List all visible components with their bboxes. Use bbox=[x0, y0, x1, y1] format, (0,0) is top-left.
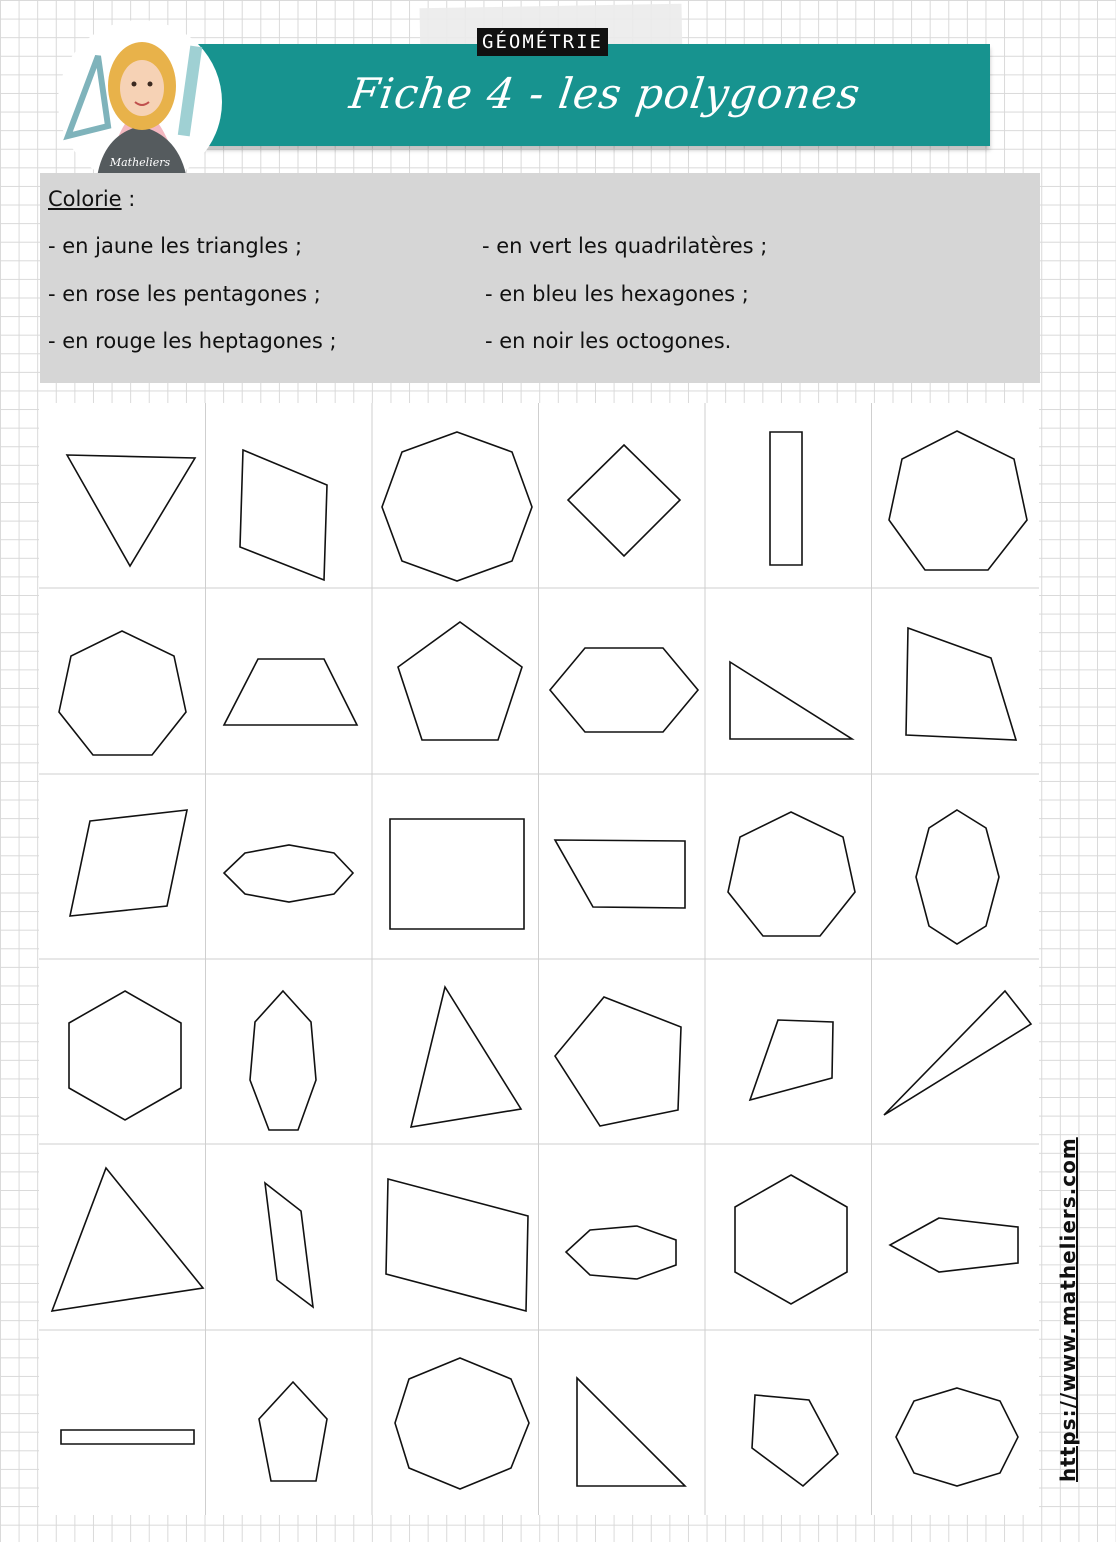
shape-r1-c3-octagon[interactable] bbox=[382, 432, 532, 581]
shape-r3-c3-square[interactable] bbox=[390, 819, 524, 929]
shape-r6-c3-octagon[interactable] bbox=[395, 1358, 529, 1489]
instruction-heptagons: - en rouge les heptagones ; bbox=[48, 329, 337, 353]
instruction-octagons: - en noir les octogones. bbox=[485, 329, 732, 353]
shape-r4-c3-triangle[interactable] bbox=[411, 987, 521, 1127]
shape-r2-c5-triangle[interactable] bbox=[730, 662, 852, 739]
shape-r4-c4-pentagon[interactable] bbox=[555, 997, 681, 1126]
shape-r1-c6-heptagon[interactable] bbox=[889, 431, 1027, 570]
instructions-heading: Colorie : bbox=[48, 187, 136, 211]
shape-r5-c2-parallelogram[interactable] bbox=[265, 1183, 313, 1307]
avatar-shirt-text: Matheliers bbox=[109, 156, 171, 169]
grid-lines bbox=[39, 403, 1039, 1515]
shape-r5-c3-quadrilateral[interactable] bbox=[386, 1179, 528, 1311]
shape-r3-c1-parallelogram[interactable] bbox=[70, 810, 187, 916]
instruction-hexagons: - en bleu les hexagones ; bbox=[485, 282, 749, 306]
teacher-avatar bbox=[48, 16, 224, 186]
shape-r4-c2-hexagon[interactable] bbox=[250, 991, 316, 1130]
shape-r4-c6-triangle[interactable] bbox=[884, 991, 1031, 1115]
instructions-box bbox=[40, 173, 1040, 383]
shape-r5-c5-hexagon[interactable] bbox=[735, 1175, 847, 1304]
shape-r1-c4-square[interactable] bbox=[568, 445, 680, 556]
page-title: Fiche 4 - les polygones bbox=[346, 69, 864, 118]
shape-r2-c6-quadrilateral[interactable] bbox=[906, 628, 1016, 740]
shape-r2-c3-pentagon[interactable] bbox=[398, 622, 522, 740]
shape-r1-c2-quadrilateral[interactable] bbox=[240, 450, 327, 580]
shape-r2-c2-trapezoid[interactable] bbox=[224, 659, 357, 725]
shape-r2-c4-hexagon[interactable] bbox=[550, 648, 698, 732]
shape-r6-c4-triangle[interactable] bbox=[577, 1378, 685, 1486]
subject-tag: GÉOMÉTRIE bbox=[477, 28, 608, 56]
instruction-triangles: - en jaune les triangles ; bbox=[48, 234, 303, 258]
shape-r5-c4-hexagon[interactable] bbox=[566, 1226, 676, 1279]
shape-r6-c5-pentagon[interactable] bbox=[752, 1395, 838, 1486]
shape-r4-c1-hexagon[interactable] bbox=[69, 991, 181, 1120]
shape-r1-c1-triangle[interactable] bbox=[67, 455, 195, 566]
shape-r5-c6-pentagon[interactable] bbox=[890, 1218, 1018, 1272]
shape-r5-c1-triangle[interactable] bbox=[52, 1168, 203, 1311]
instruction-pentagons: - en rose les pentagones ; bbox=[48, 282, 321, 306]
shape-r4-c5-quadrilateral[interactable] bbox=[750, 1020, 833, 1100]
shape-r3-c6-octagon[interactable] bbox=[916, 810, 999, 944]
polygon-grid-canvas bbox=[39, 403, 1039, 1515]
shape-r3-c2-octagon[interactable] bbox=[224, 845, 353, 902]
shape-r6-c2-pentagon[interactable] bbox=[259, 1382, 327, 1481]
shape-r1-c5-rectangle[interactable] bbox=[770, 432, 802, 565]
website-url[interactable]: https://www.matheliers.com bbox=[1056, 1137, 1080, 1482]
shape-r2-c1-heptagon[interactable] bbox=[59, 631, 186, 755]
polygon-grid bbox=[39, 403, 1039, 1515]
instruction-quadrilaterals: - en vert les quadrilatères ; bbox=[482, 234, 768, 258]
shape-r3-c5-heptagon[interactable] bbox=[728, 812, 855, 936]
shape-r3-c4-trapezoid[interactable] bbox=[555, 840, 685, 908]
shape-r6-c6-octagon[interactable] bbox=[896, 1388, 1018, 1486]
shape-r6-c1-rectangle[interactable] bbox=[61, 1430, 194, 1444]
